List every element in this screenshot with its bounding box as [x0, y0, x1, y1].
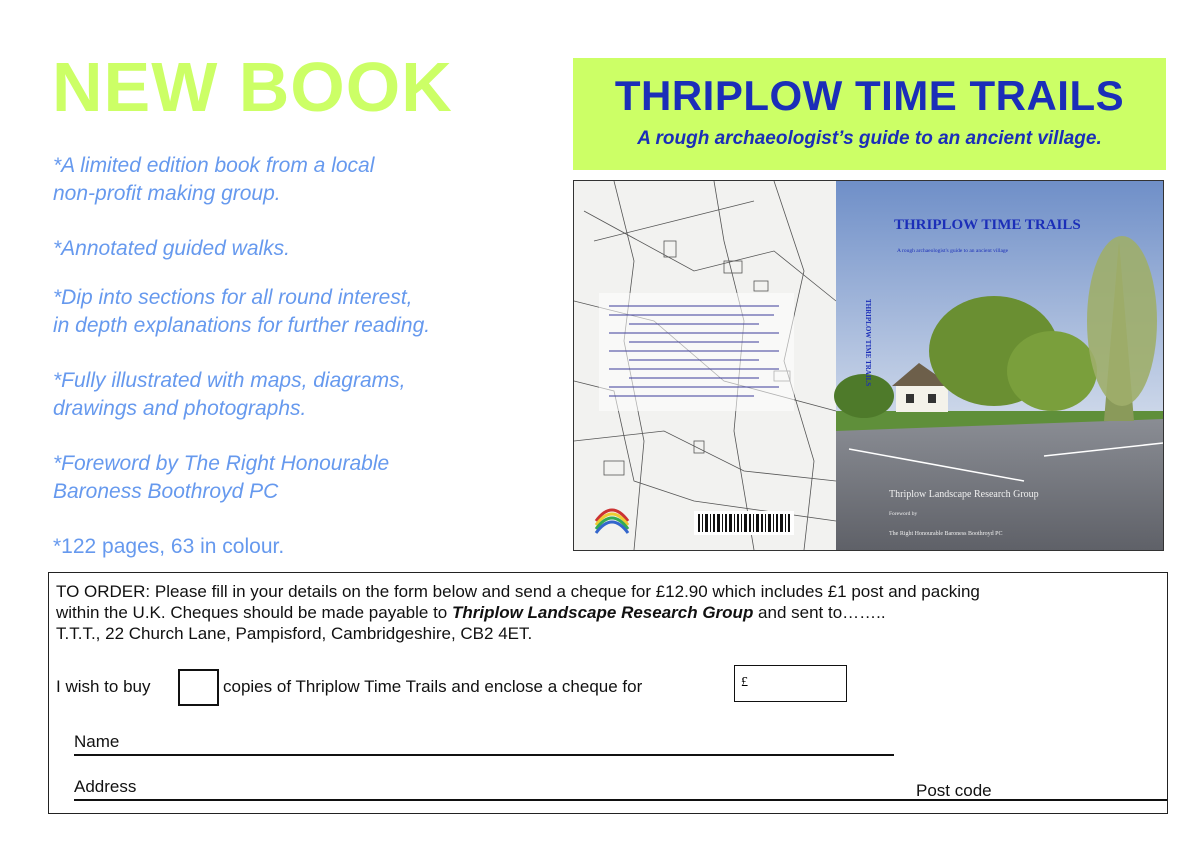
address-label: Address — [74, 777, 137, 796]
bullet-guided-walks: *Annotated guided walks. — [53, 237, 290, 260]
cover-publisher: Thriplow Landscape Research Group — [889, 489, 1039, 500]
address-field[interactable] — [74, 799, 1167, 801]
order-form — [48, 572, 1168, 814]
banner-title: THRIPLOW TIME TRAILS — [614, 72, 1125, 119]
back-cover-blurb-panel — [599, 293, 794, 411]
order-line-1: TO ORDER: Please fill in your details on the form below and send a cheque for £12.90 which includes £1 post and packing — [56, 582, 980, 601]
bullet-limited-edition: *A limited edition book from a local non-profit making group. — [53, 154, 375, 205]
order-line-2: within the U.K. Cheques should be made payable to Thriplow Landscape Research Group and sent to…….. — [56, 603, 886, 622]
headline: NEW BOOK — [52, 48, 453, 126]
currency-symbol: £ — [741, 675, 748, 690]
bullet-sections: *Dip into sections for all round interest, in depth explanations for further reading. — [53, 286, 431, 337]
cover-spine: THRIPLOW TIME TRAILS — [864, 299, 872, 387]
banner-subtitle: A rough archaeologist’s guide to an ancient village. — [637, 128, 1102, 149]
name-label: Name — [74, 732, 120, 751]
book-cover-image — [573, 180, 1164, 551]
wish-prefix-label: I wish to buy — [56, 677, 151, 696]
wish-middle-label: copies of Thriplow Time Trails and enclose a cheque for — [223, 677, 643, 696]
bullet-foreword: *Foreword by The Right Honourable Baroness Boothroyd PC — [53, 452, 390, 503]
cover-subtitle: A rough archaeologist's guide to an ancient village — [897, 248, 1009, 254]
bullet-pages: *122 pages, 63 in colour. — [53, 535, 285, 558]
order-instructions — [56, 581, 1161, 644]
name-field[interactable] — [74, 754, 894, 756]
copies-input[interactable] — [178, 669, 219, 706]
order-address: T.T.T., 22 Church Lane, Pampisford, Cambridgeshire, CB2 4ET. — [56, 624, 533, 643]
bullet-illustrated: *Fully illustrated with maps, diagrams, drawings and photographs. — [53, 369, 406, 420]
title-banner — [573, 58, 1166, 170]
barcode-icon — [694, 511, 794, 535]
cover-title: THRIPLOW TIME TRAILS — [894, 217, 1081, 233]
cover-foreword-name: The Right Honourable Baroness Boothroyd PC — [889, 531, 1003, 537]
postcode-label: Post code — [916, 781, 992, 800]
cheque-amount-input[interactable] — [734, 665, 847, 702]
cover-foreword-label: Foreword by — [889, 511, 918, 517]
payee-name: Thriplow Landscape Research Group — [451, 603, 754, 622]
